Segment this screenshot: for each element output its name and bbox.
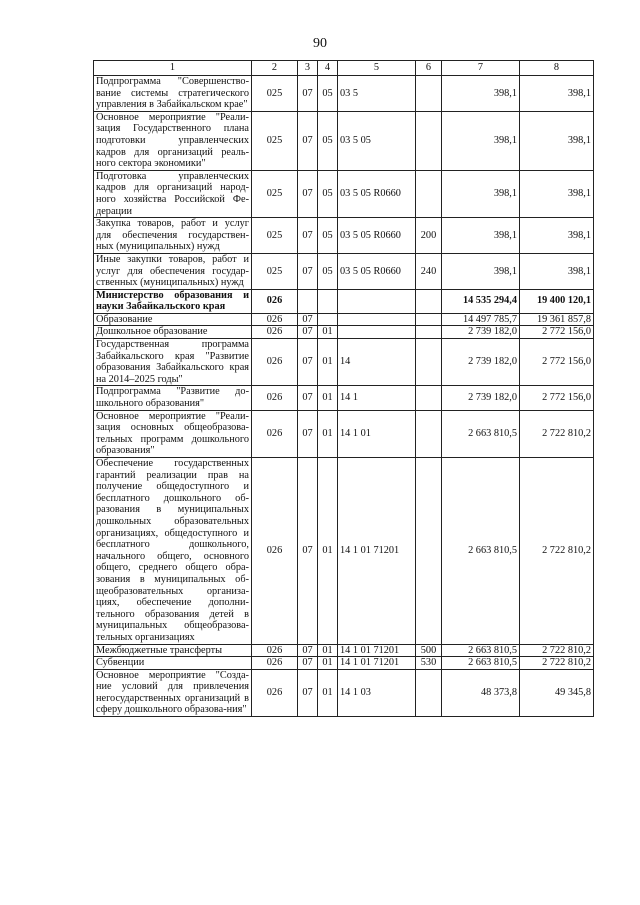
column-header-2: 2 bbox=[252, 61, 298, 76]
row-expense-type bbox=[416, 326, 442, 339]
row-admin-code: 025 bbox=[252, 170, 298, 217]
row-section: 07 bbox=[298, 111, 318, 170]
row-name: Основное мероприятие "Созда-ние условий для привлечения негосударственных организаций в сферу дошкольного образова-ния" bbox=[94, 669, 252, 716]
row-admin-code: 026 bbox=[252, 458, 298, 645]
row-subsection: 01 bbox=[318, 644, 338, 657]
row-name: Закупка товаров, работ и услуг для обеспечения государствен-ных (муниципальных) нужд bbox=[94, 218, 252, 254]
row-name: Основное мероприятие "Реали-зация основных общеобразова-тельных программ дошкольного образования" bbox=[94, 410, 252, 457]
row-section: 07 bbox=[298, 386, 318, 410]
table-row bbox=[94, 253, 594, 289]
row-amount-1: 398,1 bbox=[442, 111, 520, 170]
row-subsection: 01 bbox=[318, 410, 338, 457]
row-amount-1: 398,1 bbox=[442, 76, 520, 112]
row-section: 07 bbox=[298, 326, 318, 339]
row-subsection: 01 bbox=[318, 326, 338, 339]
row-amount-1: 14 497 785,7 bbox=[442, 313, 520, 326]
row-subsection: 01 bbox=[318, 657, 338, 670]
row-section: 07 bbox=[298, 76, 318, 112]
row-target-article bbox=[338, 326, 416, 339]
row-name: Дошкольное образование bbox=[94, 326, 252, 339]
row-admin-code: 025 bbox=[252, 111, 298, 170]
row-subsection: 01 bbox=[318, 386, 338, 410]
column-header-5: 5 bbox=[338, 61, 416, 76]
row-section: 07 bbox=[298, 313, 318, 326]
row-amount-2: 398,1 bbox=[520, 111, 594, 170]
table-row bbox=[94, 170, 594, 217]
row-section: 07 bbox=[298, 644, 318, 657]
row-expense-type bbox=[416, 111, 442, 170]
row-amount-1: 2 739 182,0 bbox=[442, 386, 520, 410]
row-amount-2: 2 722 810,2 bbox=[520, 644, 594, 657]
row-expense-type bbox=[416, 410, 442, 457]
row-target-article: 14 1 01 bbox=[338, 410, 416, 457]
row-amount-1: 2 663 810,5 bbox=[442, 644, 520, 657]
row-expense-type bbox=[416, 458, 442, 645]
row-subsection bbox=[318, 313, 338, 326]
column-header-6: 6 bbox=[416, 61, 442, 76]
row-expense-type: 530 bbox=[416, 657, 442, 670]
row-name: Основное мероприятие "Реали-зация Государственного плана подготовки управленческих кадров для организаций реаль-ного сектора экономики" bbox=[94, 111, 252, 170]
row-subsection: 01 bbox=[318, 339, 338, 386]
row-section: 07 bbox=[298, 339, 318, 386]
row-amount-1: 2 663 810,5 bbox=[442, 410, 520, 457]
row-expense-type bbox=[416, 76, 442, 112]
row-subsection: 05 bbox=[318, 218, 338, 254]
row-target-article: 14 1 01 71201 bbox=[338, 657, 416, 670]
row-expense-type bbox=[416, 313, 442, 326]
table-row bbox=[94, 657, 594, 670]
row-amount-1: 398,1 bbox=[442, 170, 520, 217]
table-row bbox=[94, 313, 594, 326]
row-admin-code: 026 bbox=[252, 386, 298, 410]
row-amount-2: 19 400 120,1 bbox=[520, 289, 594, 313]
row-subsection: 01 bbox=[318, 669, 338, 716]
row-admin-code: 026 bbox=[252, 326, 298, 339]
row-target-article bbox=[338, 313, 416, 326]
budget-table bbox=[93, 60, 594, 717]
row-target-article: 03 5 05 bbox=[338, 111, 416, 170]
row-expense-type bbox=[416, 386, 442, 410]
row-section: 07 bbox=[298, 657, 318, 670]
row-section: 07 bbox=[298, 669, 318, 716]
table-row bbox=[94, 644, 594, 657]
row-amount-2: 19 361 857,8 bbox=[520, 313, 594, 326]
row-target-article: 14 1 01 71201 bbox=[338, 458, 416, 645]
row-amount-1: 2 739 182,0 bbox=[442, 326, 520, 339]
row-amount-2: 398,1 bbox=[520, 253, 594, 289]
row-name: Иные закупки товаров, работ и услуг для обеспечения государ-ственных (муниципальных) нужд bbox=[94, 253, 252, 289]
row-admin-code: 026 bbox=[252, 657, 298, 670]
row-expense-type: 200 bbox=[416, 218, 442, 254]
row-name: Межбюджетные трансферты bbox=[94, 644, 252, 657]
row-expense-type bbox=[416, 669, 442, 716]
row-expense-type bbox=[416, 170, 442, 217]
table-row bbox=[94, 339, 594, 386]
header-row bbox=[94, 61, 594, 76]
table-body bbox=[94, 76, 594, 717]
row-subsection: 05 bbox=[318, 76, 338, 112]
row-target-article: 14 1 03 bbox=[338, 669, 416, 716]
row-subsection: 05 bbox=[318, 253, 338, 289]
row-name: Образование bbox=[94, 313, 252, 326]
row-subsection: 01 bbox=[318, 458, 338, 645]
row-name: Подготовка управленческих кадров для организаций народ-ного хозяйства Российской Фе-дерации bbox=[94, 170, 252, 217]
row-section: 07 bbox=[298, 410, 318, 457]
row-admin-code: 025 bbox=[252, 76, 298, 112]
row-target-article: 03 5 05 R0660 bbox=[338, 253, 416, 289]
row-amount-2: 2 772 156,0 bbox=[520, 339, 594, 386]
row-expense-type bbox=[416, 289, 442, 313]
row-amount-1: 14 535 294,4 bbox=[442, 289, 520, 313]
table-row bbox=[94, 111, 594, 170]
row-section: 07 bbox=[298, 253, 318, 289]
row-admin-code: 025 bbox=[252, 218, 298, 254]
row-expense-type: 240 bbox=[416, 253, 442, 289]
row-target-article: 03 5 05 R0660 bbox=[338, 218, 416, 254]
row-amount-2: 398,1 bbox=[520, 218, 594, 254]
row-amount-1: 2 663 810,5 bbox=[442, 657, 520, 670]
row-admin-code: 026 bbox=[252, 410, 298, 457]
row-section: 07 bbox=[298, 170, 318, 217]
row-subsection: 05 bbox=[318, 111, 338, 170]
table-row bbox=[94, 218, 594, 254]
row-target-article: 14 1 bbox=[338, 386, 416, 410]
row-target-article bbox=[338, 289, 416, 313]
row-subsection: 05 bbox=[318, 170, 338, 217]
row-amount-2: 2 772 156,0 bbox=[520, 326, 594, 339]
row-section: 07 bbox=[298, 218, 318, 254]
column-header-3: 3 bbox=[298, 61, 318, 76]
row-section bbox=[298, 289, 318, 313]
row-target-article: 03 5 bbox=[338, 76, 416, 112]
column-header-1: 1 bbox=[94, 61, 252, 76]
row-target-article: 03 5 05 R0660 bbox=[338, 170, 416, 217]
column-header-4: 4 bbox=[318, 61, 338, 76]
page-number: 90 bbox=[313, 36, 327, 51]
row-amount-2: 49 345,8 bbox=[520, 669, 594, 716]
row-amount-2: 398,1 bbox=[520, 76, 594, 112]
row-name: Субвенции bbox=[94, 657, 252, 670]
table-row bbox=[94, 458, 594, 645]
row-name: Государственная программа Забайкальского края "Развитие образования Забайкальского края на 2014–2025 годы" bbox=[94, 339, 252, 386]
row-amount-1: 2 663 810,5 bbox=[442, 458, 520, 645]
row-admin-code: 026 bbox=[252, 339, 298, 386]
row-name: Подпрограмма "Совершенство-вание системы стратегического управления в Забайкальском крае" bbox=[94, 76, 252, 112]
row-name: Министерство образования и науки Забайкальского края bbox=[94, 289, 252, 313]
row-name: Обеспечение государственных гарантий реализации прав на получение общедоступного и бесплатного дошкольного об-разования в муниципальных дошкольных образовательных организациях, общедоступного и бесплатного дошкольного, начального общего, основного общего, среднего общего обра-зования в муниципальных об-щеобразовательных организа-циях, обеспечение дополни-тельного образования детей в муниципальных общеобразова-тельных организациях bbox=[94, 458, 252, 645]
table-row bbox=[94, 326, 594, 339]
row-amount-2: 2 772 156,0 bbox=[520, 386, 594, 410]
row-expense-type bbox=[416, 339, 442, 386]
row-admin-code: 026 bbox=[252, 669, 298, 716]
row-target-article: 14 1 01 71201 bbox=[338, 644, 416, 657]
table-row bbox=[94, 76, 594, 112]
table-row bbox=[94, 669, 594, 716]
row-amount-1: 48 373,8 bbox=[442, 669, 520, 716]
row-amount-2: 398,1 bbox=[520, 170, 594, 217]
row-amount-2: 2 722 810,2 bbox=[520, 657, 594, 670]
row-target-article: 14 bbox=[338, 339, 416, 386]
row-name: Подпрограмма "Развитие до-школьного образования" bbox=[94, 386, 252, 410]
table-row bbox=[94, 289, 594, 313]
column-header-7: 7 bbox=[442, 61, 520, 76]
row-subsection bbox=[318, 289, 338, 313]
row-amount-1: 398,1 bbox=[442, 253, 520, 289]
row-admin-code: 026 bbox=[252, 313, 298, 326]
table-row bbox=[94, 410, 594, 457]
table-row bbox=[94, 386, 594, 410]
column-header-8: 8 bbox=[520, 61, 594, 76]
row-admin-code: 025 bbox=[252, 253, 298, 289]
row-amount-2: 2 722 810,2 bbox=[520, 410, 594, 457]
row-amount-2: 2 722 810,2 bbox=[520, 458, 594, 645]
row-expense-type: 500 bbox=[416, 644, 442, 657]
row-amount-1: 398,1 bbox=[442, 218, 520, 254]
row-admin-code: 026 bbox=[252, 644, 298, 657]
row-admin-code: 026 bbox=[252, 289, 298, 313]
row-section: 07 bbox=[298, 458, 318, 645]
row-amount-1: 2 739 182,0 bbox=[442, 339, 520, 386]
